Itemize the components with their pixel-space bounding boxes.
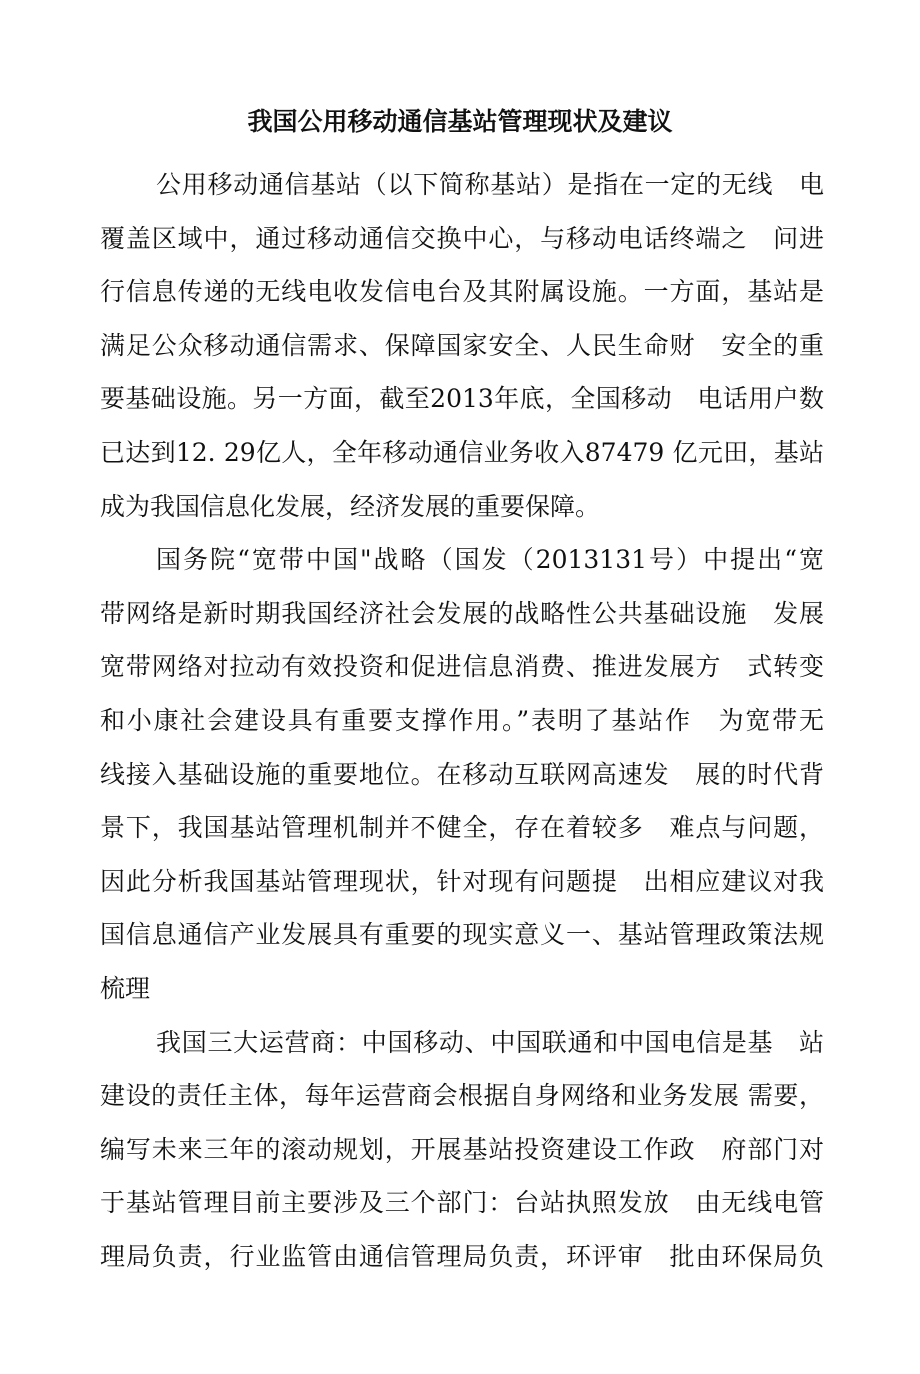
paragraph-line: 建设的责任主体，每年运营商会根据自身网络和业务发展 需要， [100,1081,824,1111]
paragraph-line: 于基站管理目前主要涉及三个部门：台站执照发放 由无线电管 [100,1188,824,1218]
paragraph-line: 带网络是新时期我国经济社会发展的战略性公共基础设施 发展 [100,598,824,628]
paragraph-line: 我国三大运营商：中国移动、中国联通和中国电信是基 站 [156,1027,824,1057]
paragraph-line: 理局负责，行业监管由通信管理局负责，环评审 批由环保局负 [100,1241,824,1271]
paragraph-line: 和小康社会建设具有重要支撑作用。”表明了基站作 为宽带无 [100,705,824,735]
paragraph-line: 行信息传递的无线电收发信电台及其附属设施。一方面，基站是 [100,277,824,307]
paragraph-1 [100,158,824,533]
paragraph-line: 要基础设施。另一方面，截至2013年底，全国移动 电话用户数 [100,384,824,414]
paragraph-line: 梳理 [100,973,151,1003]
paragraph-3 [100,1016,824,1284]
paragraph-line: 已达到12. 29亿人，全年移动通信业务收入87479 亿元田，基站 [100,437,824,467]
paragraph-line: 因此分析我国基站管理现状，针对现有问题提 出相应建议对我 [100,866,824,896]
paragraph-line: 成为我国信息化发展，经济发展的重要保障。 [100,491,601,521]
paragraph-line: 编写未来三年的滚动规划，开展基站投资建设工作政 府部门对 [100,1134,824,1164]
paragraph-line: 国务院“宽带中国"战略（国发（2013131号）中提出“宽 [156,545,824,575]
document-body [100,158,824,1283]
paragraph-line: 景下，我国基站管理机制并不健全，存在着较多 难点与问题， [100,813,824,843]
paragraph-line: 满足公众移动通信需求、保障国家安全、人民生命财 安全的重 [100,330,824,360]
paragraph-line: 公用移动通信基站（以下简称基站）是指在一定的无线 电 [156,170,824,199]
paragraph-line: 国信息通信产业发展具有重要的现实意义一、基站管理政策法规 [100,920,824,950]
document-title: 我国公用移动通信基站管理现状及建议 [247,107,673,136]
paragraph-line: 线接入基础设施的重要地位。在移动互联网高速发 展的时代背 [100,759,824,789]
paragraph-2 [100,533,824,1015]
paragraph-line: 覆盖区域中，通过移动通信交换中心，与移动电话终端之 问进 [100,223,824,253]
paragraph-line: 宽带网络对拉动有效投资和促进信息消费、推进发展方 式转变 [100,652,824,682]
